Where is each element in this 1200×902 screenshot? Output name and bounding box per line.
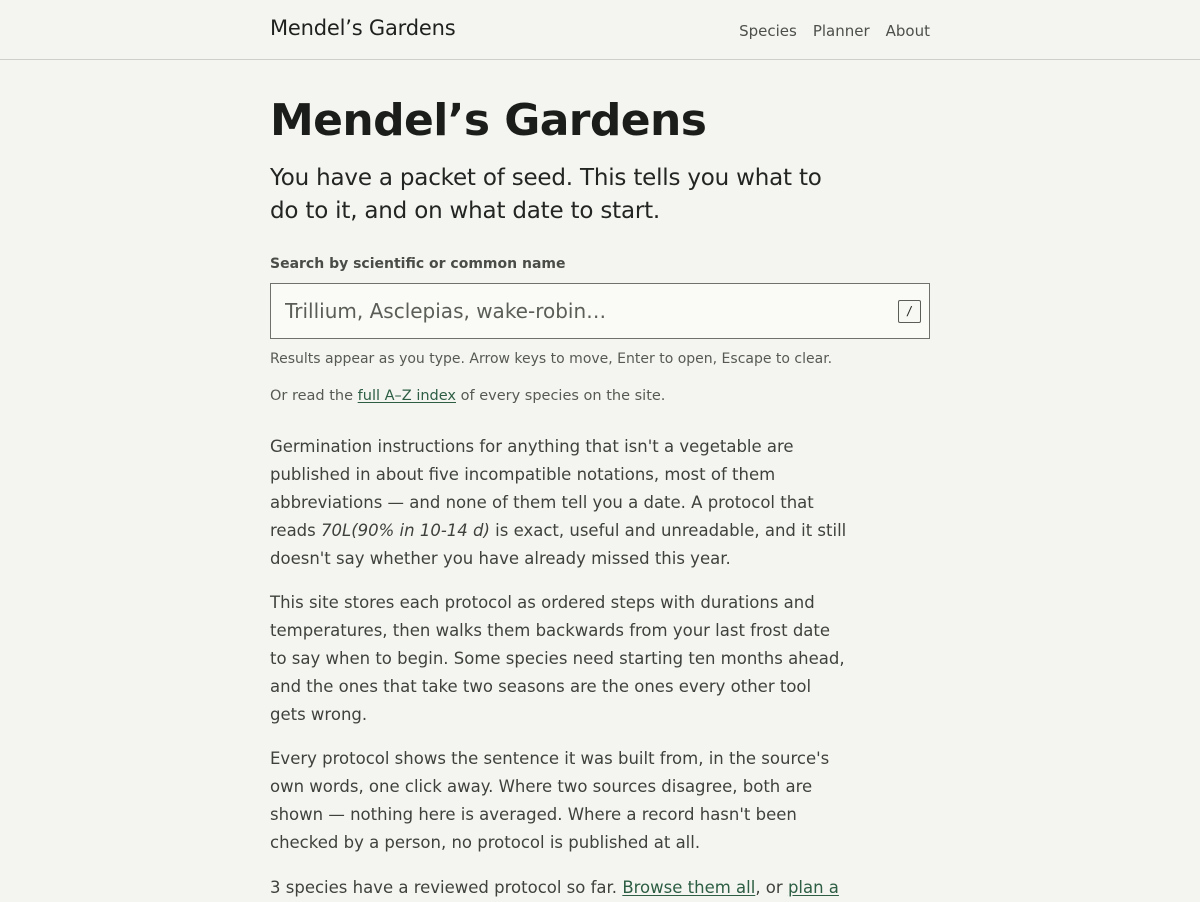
p4-text-a: 3 species have a reviewed protocol so far. [270, 878, 623, 897]
search-label: Search by scientific or common name [270, 256, 566, 272]
top-bar-inner [270, 0, 930, 59]
index-line-suffix: of every species on the site. [456, 388, 666, 404]
az-index-link[interactable]: full A–Z index [357, 388, 456, 404]
slash-shortcut-key: / [898, 300, 921, 323]
brand-link[interactable]: Mendel’s Gardens [270, 16, 456, 40]
intro-paragraph-2: This site stores each protocol as ordered steps with durations and temperatures, then walks them backwards from your last frost date to say when to begin. Some species need starting ten months ahead, and the ones that take two seasons are the ones every other tool gets wrong. [270, 593, 845, 724]
top-bar [0, 0, 1200, 60]
p4-text-b: , or [755, 878, 788, 897]
lede-text: You have a packet of seed. This tells you what to do to it, and on what date to start. [270, 165, 822, 224]
plan-link[interactable]: plan a [787, 878, 839, 897]
index-line-prefix: Or read the [270, 388, 358, 404]
search-hint: Results appear as you type. Arrow keys to move, Enter to open, Escape to clear. [270, 351, 833, 367]
intro-paragraph-1 [270, 433, 850, 573]
index-line [270, 388, 665, 404]
page-title: Mendel’s Gardens [270, 95, 707, 146]
main-nav [739, 22, 930, 40]
nav-species-link[interactable]: Species [739, 22, 797, 40]
p1-text-b: is exact, useful and unreadable, and it still doesn't say whether you have already missed this year. [270, 521, 847, 568]
search-input[interactable] [285, 296, 885, 326]
protocol-example: 70L(90% in 10-14 d) [321, 521, 490, 540]
intro-paragraph-4 [270, 874, 850, 902]
nav-about-link[interactable]: About [885, 22, 930, 40]
nav-planner-link[interactable]: Planner [812, 22, 870, 40]
p1-text-a: Germination instructions for anything that isn't a vegetable are published in about five incompatible notations, most of them abbreviations — and none of them tell you a date. A protocol that reads [270, 437, 814, 540]
intro-paragraph-3: Every protocol shows the sentence it was built from, in the source's own words, one click away. Where two sources disagree, both are shown — nothing here is averaged. Where a record hasn't been checked by a person, no protocol is published at all. [270, 749, 830, 852]
browse-all-link[interactable]: Browse them all [622, 878, 756, 897]
search-box [270, 283, 930, 339]
